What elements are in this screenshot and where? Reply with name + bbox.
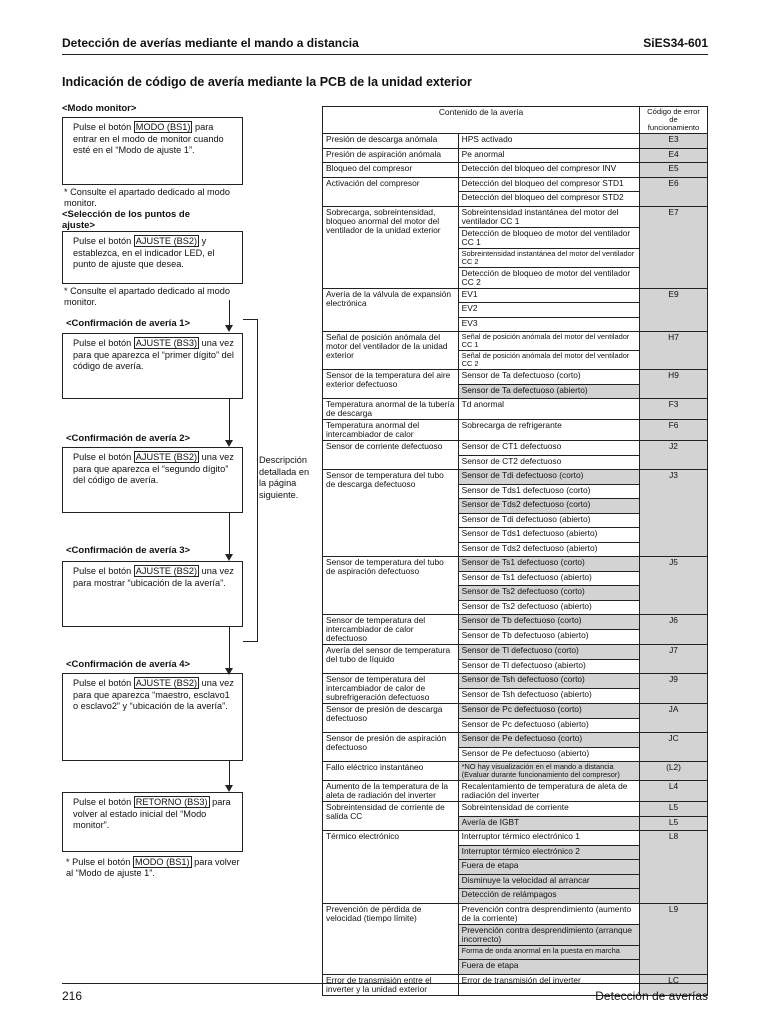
fault-detail: Fuera de etapa — [458, 960, 639, 975]
button-ref: AJUSTE (BS2) — [135, 566, 198, 576]
fault-detail: Sensor de Ts2 defectuoso (abierto) — [458, 600, 639, 615]
error-code: H9 — [640, 370, 708, 399]
fault-cause: Activación del compresor — [323, 177, 459, 206]
fault-detail: Error de transmisión del inverter — [458, 974, 639, 995]
step-box — [62, 792, 243, 852]
table-row — [323, 332, 708, 351]
header-title: Detección de averías mediante el mando a distancia — [62, 36, 359, 50]
document-id: SiES34-601 — [643, 36, 708, 50]
asterisk: * — [64, 286, 71, 296]
fault-cause: Sensor de temperatura del intercambiador de calor defectuoso — [323, 615, 459, 645]
step-text: Pulse el botón — [73, 566, 134, 576]
fault-detail: Sensor de Ts1 defectuoso (corto) — [458, 557, 639, 572]
step-box — [62, 231, 243, 284]
fault-code-table — [322, 106, 708, 996]
fault-detail: HPS activado — [458, 134, 639, 149]
fault-detail: Sensor de Pe defectuoso (abierto) — [458, 747, 639, 762]
fault-confirmation-1-label: <Confirmación de avería 1> — [66, 318, 191, 329]
button-ref: MODO (BS1) — [134, 857, 190, 867]
error-code: F6 — [640, 420, 708, 441]
note-text: para volver al “Modo de ajuste 1”. — [66, 857, 240, 878]
fault-detail: Fuera de etapa — [458, 860, 639, 875]
table-row — [323, 206, 708, 227]
button-ref: AJUSTE (BS2) — [135, 452, 198, 462]
fault-cause: Avería de la válvula de expansión electrónica — [323, 288, 459, 332]
fault-cause: Prevención de pérdida de velocidad (tiempo límite) — [323, 903, 459, 974]
error-code: JC — [640, 733, 708, 762]
section-title: Indicación de código de avería mediante la PCB de la unidad exterior — [62, 75, 472, 89]
note — [64, 187, 244, 209]
table-row — [323, 148, 708, 163]
fault-detail: Sensor de Tsh defectuoso (corto) — [458, 674, 639, 689]
fault-detail: Sensor de Tl defectuoso (corto) — [458, 645, 639, 660]
step-box — [62, 333, 243, 399]
arrow-down-icon — [225, 554, 233, 561]
fault-detail: Sensor de Tds2 defectuoso (corto) — [458, 499, 639, 514]
fault-cause: Sobrecarga, sobreintensidad, bloqueo anormal del motor del ventilador de la unidad exterior — [323, 206, 459, 288]
header-content: Contenido de la avería — [323, 107, 640, 134]
button-ref: RETORNO (BS3) — [135, 797, 208, 807]
fault-cause: Sensor de la temperatura del aire exterior defectuoso — [323, 370, 459, 399]
header-code: Código de error de funcionamiento — [640, 107, 708, 134]
fault-detail: Prevención contra desprendimiento (arranque incorrecto) — [458, 924, 639, 945]
fault-detail: Sensor de CT2 defectuoso — [458, 455, 639, 470]
fault-detail: Detección de relámpagos — [458, 889, 639, 904]
fault-cause: Aumento de la temperatura de la aleta de radiación del inverter — [323, 781, 459, 802]
fault-detail: Sensor de Tdi defectuoso (corto) — [458, 470, 639, 485]
error-code: J5 — [640, 557, 708, 615]
table-row — [323, 645, 708, 660]
fault-cause: Sensor de temperatura del tubo de aspiración defectuoso — [323, 557, 459, 615]
fault-detail: Td anormal — [458, 399, 639, 420]
step-text: una vez para que aparezca el “primer dígito” del código de avería. — [73, 338, 234, 371]
error-code: F3 — [640, 399, 708, 420]
fault-detail: Sensor de Ts1 defectuoso (abierto) — [458, 571, 639, 586]
table-row — [323, 470, 708, 485]
fault-cause: Error de transmisión entre el inverter y la unidad exterior — [323, 974, 459, 995]
step-text: Pulse el botón — [73, 122, 134, 132]
fault-confirmation-2-label: <Confirmación de avería 2> — [66, 433, 191, 444]
fault-detail: Avería de IGBT — [458, 816, 639, 831]
flow-line — [229, 513, 230, 554]
error-code: L9 — [640, 903, 708, 974]
step-box — [62, 673, 243, 761]
button-ref: AJUSTE (BS2) — [135, 236, 198, 246]
fault-detail: EV1 — [458, 288, 639, 303]
flow-line — [229, 627, 230, 668]
arrow-down-icon — [225, 785, 233, 792]
error-code: L5 — [640, 802, 708, 817]
table-row — [323, 399, 708, 420]
step-text: Pulse el botón — [73, 452, 134, 462]
footer-section: Detección de averías — [595, 989, 708, 1003]
fault-cause: Presión de descarga anómala — [323, 134, 459, 149]
fault-detail: Detección de bloqueo de motor del ventilador CC 2 — [458, 267, 639, 288]
error-code: J6 — [640, 615, 708, 645]
table-row — [323, 762, 708, 781]
fault-detail: Señal de posición anómala del motor del ventilador CC 2 — [458, 351, 639, 370]
fault-detail: Sensor de Tl defectuoso (abierto) — [458, 659, 639, 674]
fault-detail: Sensor de CT1 defectuoso — [458, 441, 639, 456]
fault-detail: Detección del bloqueo del compresor STD2 — [458, 192, 639, 207]
description-note: Descripción detallada en la página siguiente. — [259, 455, 310, 500]
button-ref: AJUSTE (BS3) — [135, 338, 198, 348]
note — [64, 286, 244, 308]
table-row — [323, 704, 708, 719]
note — [66, 857, 246, 879]
step-text: para volver al estado inicial del “Modo monitor”. — [73, 797, 231, 830]
bracket — [243, 319, 258, 642]
error-code: E7 — [640, 206, 708, 288]
fault-cause: Bloqueo del compresor — [323, 163, 459, 178]
note-text: Consulte el apartado dedicado al modo monitor. — [64, 187, 231, 208]
table-row — [323, 370, 708, 385]
table-row — [323, 288, 708, 303]
fault-detail: Prevención contra desprendimiento (aumento de la corriente) — [458, 903, 639, 924]
fault-detail: Detección de bloqueo de motor del ventilador CC 1 — [458, 227, 639, 248]
fault-confirmation-4-label: <Confirmación de avería 4> — [66, 659, 191, 670]
fault-detail: EV2 — [458, 303, 639, 318]
fault-detail: Sobreintensidad de corriente — [458, 802, 639, 817]
fault-cause: Avería del sensor de temperatura del tubo de líquido — [323, 645, 459, 674]
flow-line — [229, 300, 230, 325]
error-code: J7 — [640, 645, 708, 674]
page-number: 216 — [62, 989, 83, 1003]
fault-detail: Pe anormal — [458, 148, 639, 163]
fault-cause: Temperatura anormal del intercambiador de calor — [323, 420, 459, 441]
fault-detail: Sensor de Tb defectuoso (abierto) — [458, 630, 639, 645]
note-text: Consulte el apartado dedicado al modo monitor. — [64, 286, 231, 307]
fault-detail: Sensor de Pc defectuoso (corto) — [458, 704, 639, 719]
table-row — [323, 420, 708, 441]
step-text: Pulse el botón — [73, 797, 134, 807]
fault-cause: Sensor de temperatura del tubo de descarga defectuoso — [323, 470, 459, 557]
arrow-down-icon — [225, 440, 233, 447]
step-text: Pulse el botón — [73, 678, 134, 688]
fault-detail: Sobrecarga de refrigerante — [458, 420, 639, 441]
fault-detail: Sensor de Tdi defectuoso (abierto) — [458, 513, 639, 528]
fault-confirmation-3-label: <Confirmación de avería 3> — [66, 545, 191, 556]
fault-cause: Térmico electrónico — [323, 831, 459, 904]
page-footer — [62, 983, 708, 1004]
fault-detail: Señal de posición anómala del motor del ventilador CC 1 — [458, 332, 639, 351]
table-row — [323, 781, 708, 802]
error-code: L4 — [640, 781, 708, 802]
error-code: L8 — [640, 831, 708, 904]
fault-detail: Sensor de Tds1 defectuoso (abierto) — [458, 528, 639, 543]
fault-cause: Señal de posición anómala del motor del ventilador de la unidad exterior — [323, 332, 459, 370]
setting-selection-label: <Selección de los puntos de ajuste> — [62, 209, 191, 231]
table-row — [323, 802, 708, 817]
fault-detail: Sensor de Pe defectuoso (corto) — [458, 733, 639, 748]
fault-detail: Sensor de Tb defectuoso (corto) — [458, 615, 639, 630]
fault-detail: *NO hay visualización en el mando a distancia (Evaluar durante funcionamiento del compresor) — [458, 762, 639, 781]
fault-detail: Disminuye la velocidad al arrancar — [458, 874, 639, 889]
step-text: una vez para que aparezca el “segundo dígito” del código de avería. — [73, 452, 234, 485]
table-row — [323, 177, 708, 192]
error-code: E3 — [640, 134, 708, 149]
error-code: (L2) — [640, 762, 708, 781]
arrow-down-icon — [225, 325, 233, 332]
table-row — [323, 557, 708, 572]
error-code: J2 — [640, 441, 708, 470]
error-code: L5 — [640, 816, 708, 831]
fault-cause: Temperatura anormal de la tubería de descarga — [323, 399, 459, 420]
fault-detail: Sobreintensidad instantánea del motor del ventilador CC 1 — [458, 206, 639, 227]
fault-detail: Sensor de Tds1 defectuoso (corto) — [458, 484, 639, 499]
table-row — [323, 615, 708, 630]
error-code: E6 — [640, 177, 708, 206]
fault-cause: Sobreintensidad de corriente de salida CC — [323, 802, 459, 831]
fault-detail: Detección del bloqueo del compresor STD1 — [458, 177, 639, 192]
fault-detail: Sensor de Ta defectuoso (abierto) — [458, 384, 639, 399]
fault-cause: Fallo eléctrico instantáneo — [323, 762, 459, 781]
error-code: J9 — [640, 674, 708, 704]
fault-detail: Sensor de Tsh defectuoso (abierto) — [458, 689, 639, 704]
fault-cause: Presión de aspiración anómala — [323, 148, 459, 163]
fault-detail: Sobreintensidad instantánea del motor del ventilador CC 2 — [458, 248, 639, 267]
fault-detail: Interruptor térmico electrónico 1 — [458, 831, 639, 846]
table-row — [323, 674, 708, 689]
error-code: LC — [640, 974, 708, 995]
table-row — [323, 733, 708, 748]
fault-detail: Interruptor térmico electrónico 2 — [458, 845, 639, 860]
step-text: y establezca, en el indicador LED, el punto de ajuste que desea. — [73, 236, 215, 269]
button-ref: MODO (BS1) — [135, 122, 191, 132]
step-text: una vez para mostrar “ubicación de la avería”. — [73, 566, 234, 588]
fault-cause: Sensor de corriente defectuoso — [323, 441, 459, 470]
step-box — [62, 447, 243, 513]
table-row — [323, 441, 708, 456]
monitor-mode-label: <Modo monitor> — [62, 103, 137, 114]
fault-detail: Detección del bloqueo del compresor INV — [458, 163, 639, 178]
fault-detail: Recalentamiento de temperatura de aleta de radiación del inverter — [458, 781, 639, 802]
fault-cause: Sensor de presión de aspiración defectuoso — [323, 733, 459, 762]
flow-line — [229, 761, 230, 785]
fault-cause: Sensor de temperatura del intercambiador de calor de subrefrigeración defectuoso — [323, 674, 459, 704]
table-body — [323, 134, 708, 996]
fault-detail: Forma de onda anormal en la puesta en marcha — [458, 945, 639, 960]
error-code: J3 — [640, 470, 708, 557]
step-box — [62, 561, 243, 627]
error-code: E5 — [640, 163, 708, 178]
fault-detail: Sensor de Ta defectuoso (corto) — [458, 370, 639, 385]
step-text: Pulse el botón — [73, 338, 134, 348]
error-code: E9 — [640, 288, 708, 332]
table-header-row — [323, 107, 708, 134]
fault-detail: Sensor de Pc defectuoso (abierto) — [458, 718, 639, 733]
fault-detail: Sensor de Ts2 defectuoso (corto) — [458, 586, 639, 601]
table-row — [323, 134, 708, 149]
step-text: para entrar en el modo de monitor cuando esté en el “Modo de ajuste 1”. — [73, 122, 224, 155]
fault-detail: EV3 — [458, 317, 639, 332]
button-ref: AJUSTE (BS2) — [135, 678, 198, 688]
asterisk: * — [66, 857, 73, 867]
step-text: Pulse el botón — [73, 236, 134, 246]
page-header — [62, 36, 708, 55]
table-row — [323, 163, 708, 178]
note-text: Pulse el botón — [72, 857, 133, 867]
step-box — [62, 117, 243, 185]
table-row — [323, 903, 708, 924]
fault-cause: Sensor de presión de descarga defectuoso — [323, 704, 459, 733]
error-code: JA — [640, 704, 708, 733]
asterisk: * — [64, 187, 71, 197]
error-code: H7 — [640, 332, 708, 370]
fault-detail: Sensor de Tds2 defectuoso (abierto) — [458, 542, 639, 557]
flow-line — [229, 399, 230, 440]
step-text: una vez para que aparezca “maestro, esclavo1 o esclavo2” y “ubicación de la avería”. — [73, 678, 234, 711]
error-code: E4 — [640, 148, 708, 163]
table-row — [323, 831, 708, 846]
